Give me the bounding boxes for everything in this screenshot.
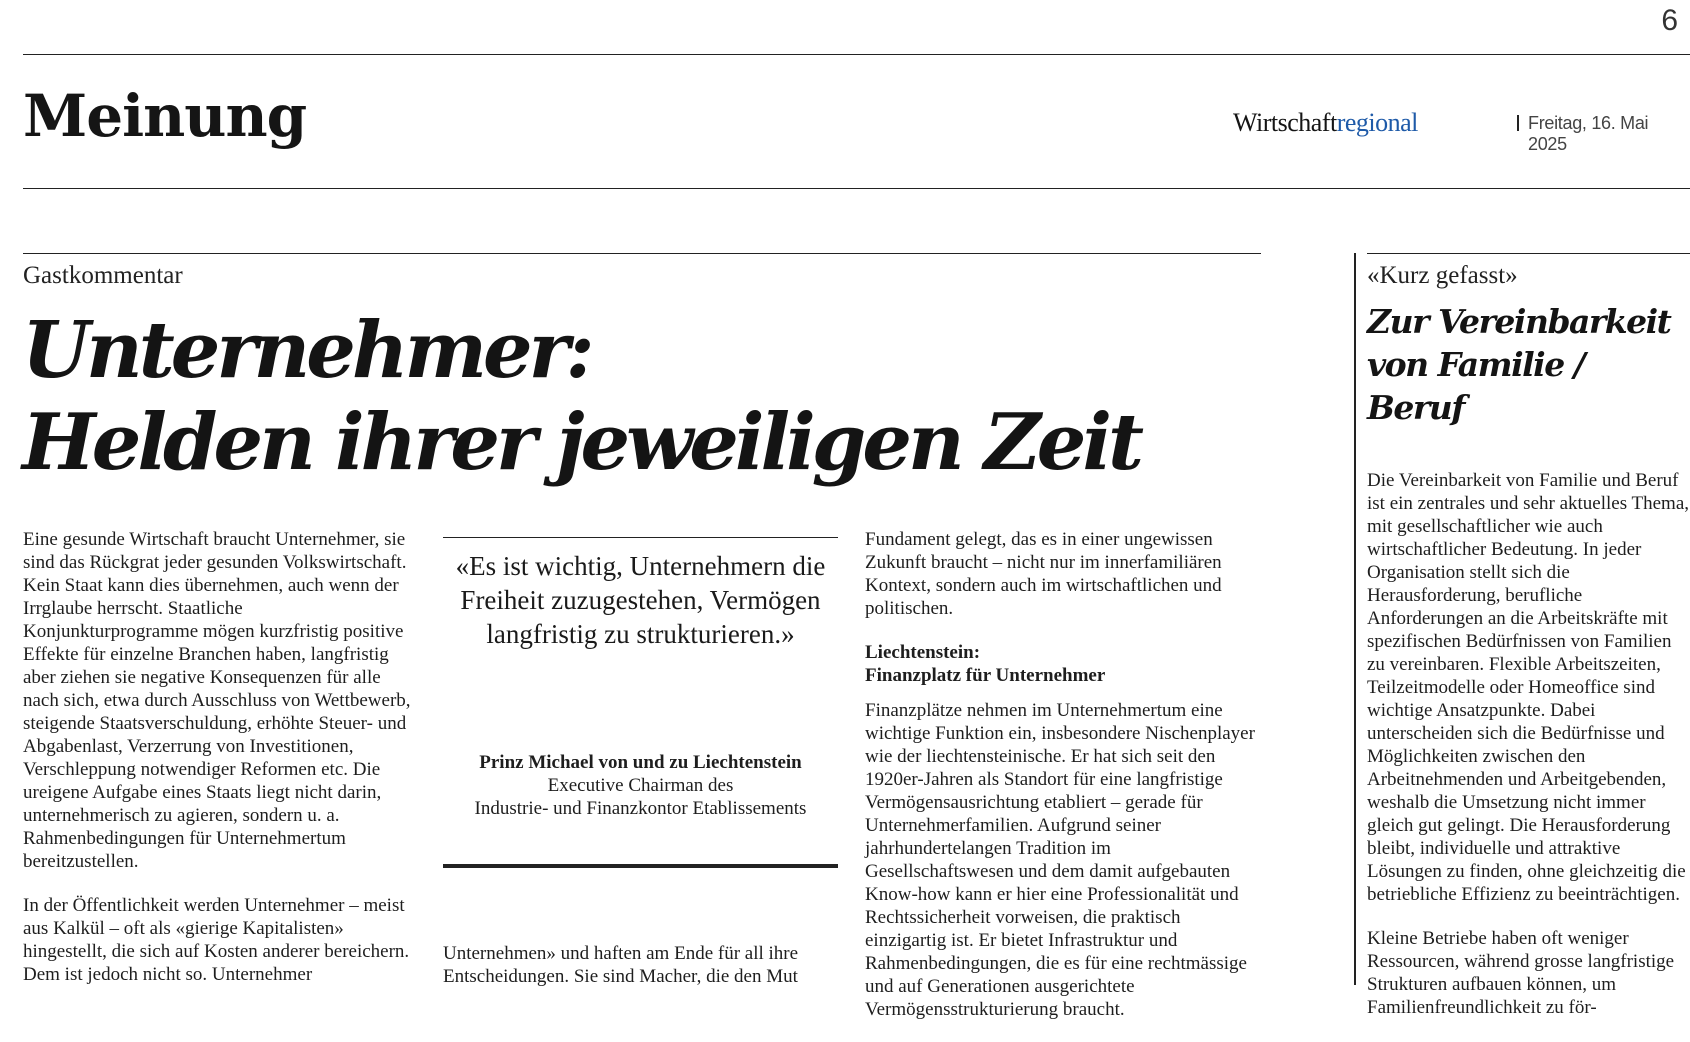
article-column-1 xyxy=(23,528,418,1007)
author-role-line-2: Industrie- und Finanzkontor Etablissements xyxy=(474,798,807,819)
sidebar-box xyxy=(1367,262,1690,1040)
quote-bottom-rule xyxy=(443,864,838,868)
date-separator xyxy=(1517,115,1519,131)
headline-line-1: Unternehmer: xyxy=(22,305,591,396)
paragraph: Finanzplätze nehmen im Unternehmertum eine wichtige Funktion ein, insbesondere Nischenplayer wie der liechtensteinische. Er hat sich seit den 1920er-Jahren als Standort für eine langfristige Vermögensausrichtung etabliert – gerade für Unternehmerfamilien. Aufgrund seiner jahrhundertelangen Tradition im Gesellschaftswesen und dem damit aufgebauten Know-how kann er hier eine Professionalität und Rechtssicherheit vorweisen, die praktisch einzigartig ist. Er bietet Infrastruktur und Rahmenbedingungen, die es für eine rechtmässige und auf Generationen ausgerichtete Vermögensstrukturierung braucht. xyxy=(865,700,1255,1020)
article-column-3 xyxy=(865,528,1260,1042)
quote-text: «Es ist wichtig, Unternehmern die Freiheit zuzugestehen, Vermögen langfristig zu strukturieren.» xyxy=(455,551,826,649)
logo-main-text: Wirtschaft xyxy=(1233,108,1337,137)
headline-line-2: Helden ihrer jeweiligen Zeit xyxy=(22,397,1141,488)
sidebar-divider xyxy=(1354,253,1356,985)
publication-logo xyxy=(1233,108,1418,138)
header-bottom-rule xyxy=(23,188,1690,189)
paragraph: Die Vereinbarkeit von Familie und Beruf ist ein zentrales und sehr aktuelles Thema, mit gesellschaftlicher wie auch wirtschaftlicher Bedeutung. In jeder Organisation stellt sich die Herausforderung, berufliche Anforderungen an die Arbeitskräfte mit spezifischen Bedürfnissen von Familien zu vereinbaren. Flexible Arbeitszeiten, Teilzeitmodelle oder Homeoffice sind wichtige Ansatzpunkte. Dabei unterscheiden sich die Bedürfnisse und Möglichkeiten zwischen den Arbeitnehmenden und Arbeitgebenden, weshalb die Umsetzung nicht immer gleich gut gelingt. Die Herausforderung bleibt, individuelle und attraktive Lösungen zu finden, ohne gleichzeitig die betriebliche Effizienz zu beeinträchtigen. xyxy=(1367,470,1690,905)
paragraph: In der Öffentlichkeit werden Unternehmer – meist aus Kalkül – oft als «gierige Kapitalisten» hingestellt, die sich auf Kosten anderer bereichern. Dem ist jedoch nicht so. Unternehmer xyxy=(23,895,410,985)
paragraph: Eine gesunde Wirtschaft braucht Unternehmer, sie sind das Rückgrat jeder gesunden Volkswirtschaft. Kein Staat kann dies übernehmen, auch wenn der Irrglaube herrscht. Staatliche Konjunkturprogramme mögen kurzfristig positive Effekte für einzelne Branchen haben, langfristig aber ziehen sie negative Konsequenzen für alle nach sich, etwa durch Ausschluss von Wettbewerb, steigende Staatsverschuldung, erhöhte Steuer- und Abgabenlast, Verzerrung von Investitionen, Verschleppung notwendiger Reformen etc. Die ureigene Aufgabe eines Staats liegt nicht darin, unternehmerisch zu agieren, sondern u. a. Rahmenbedingungen für Unternehmertum bereitzustellen. xyxy=(23,529,411,872)
sidebar-title xyxy=(1367,300,1690,429)
paragraph: Kleine Betriebe haben oft weniger Ressourcen, während grosse langfristige Strukturen aufbauen können, um Familienfreundlichkeit zu för- xyxy=(1367,928,1675,1018)
sidebar-title-line-1: Zur Vereinbarkeit xyxy=(1367,302,1671,341)
article-top-rule xyxy=(23,253,1261,254)
sidebar-body xyxy=(1367,469,1690,1019)
section-title: Meinung xyxy=(23,82,307,150)
header-top-rule xyxy=(23,54,1690,55)
sidebar-title-line-2: von Familie / Beruf xyxy=(1367,345,1585,427)
quote-author xyxy=(443,751,838,820)
article-headline xyxy=(22,305,1140,489)
author-role-line-1: Executive Chairman des xyxy=(547,775,734,796)
author-name: Prinz Michael von und zu Liechtenstein xyxy=(479,752,802,773)
subheading-line-1: Liechtenstein: xyxy=(865,642,981,663)
subheading-line-2: Finanzplatz für Unternehmer xyxy=(865,665,1106,686)
paragraph: Unternehmen» und haften am Ende für all ihre Entscheidungen. Sie sind Macher, die den Mut xyxy=(443,943,799,987)
publication-date: Freitag, 16. Mai 2025 xyxy=(1528,113,1649,154)
logo-accent-text: regional xyxy=(1336,108,1418,137)
pull-quote xyxy=(443,537,838,820)
article-kicker: Gastkommentar xyxy=(23,262,183,289)
paragraph: Fundament gelegt, das es in einer ungewissen Zukunft braucht – nicht nur im innerfamiliären Kontext, sondern auch im wirtschaftlichen und politischen. xyxy=(865,529,1222,619)
article-column-2 xyxy=(443,942,838,1009)
sidebar-top-rule xyxy=(1367,253,1690,254)
sidebar-kicker: «Kurz gefasst» xyxy=(1367,262,1518,289)
page-number: 6 xyxy=(1661,4,1678,37)
